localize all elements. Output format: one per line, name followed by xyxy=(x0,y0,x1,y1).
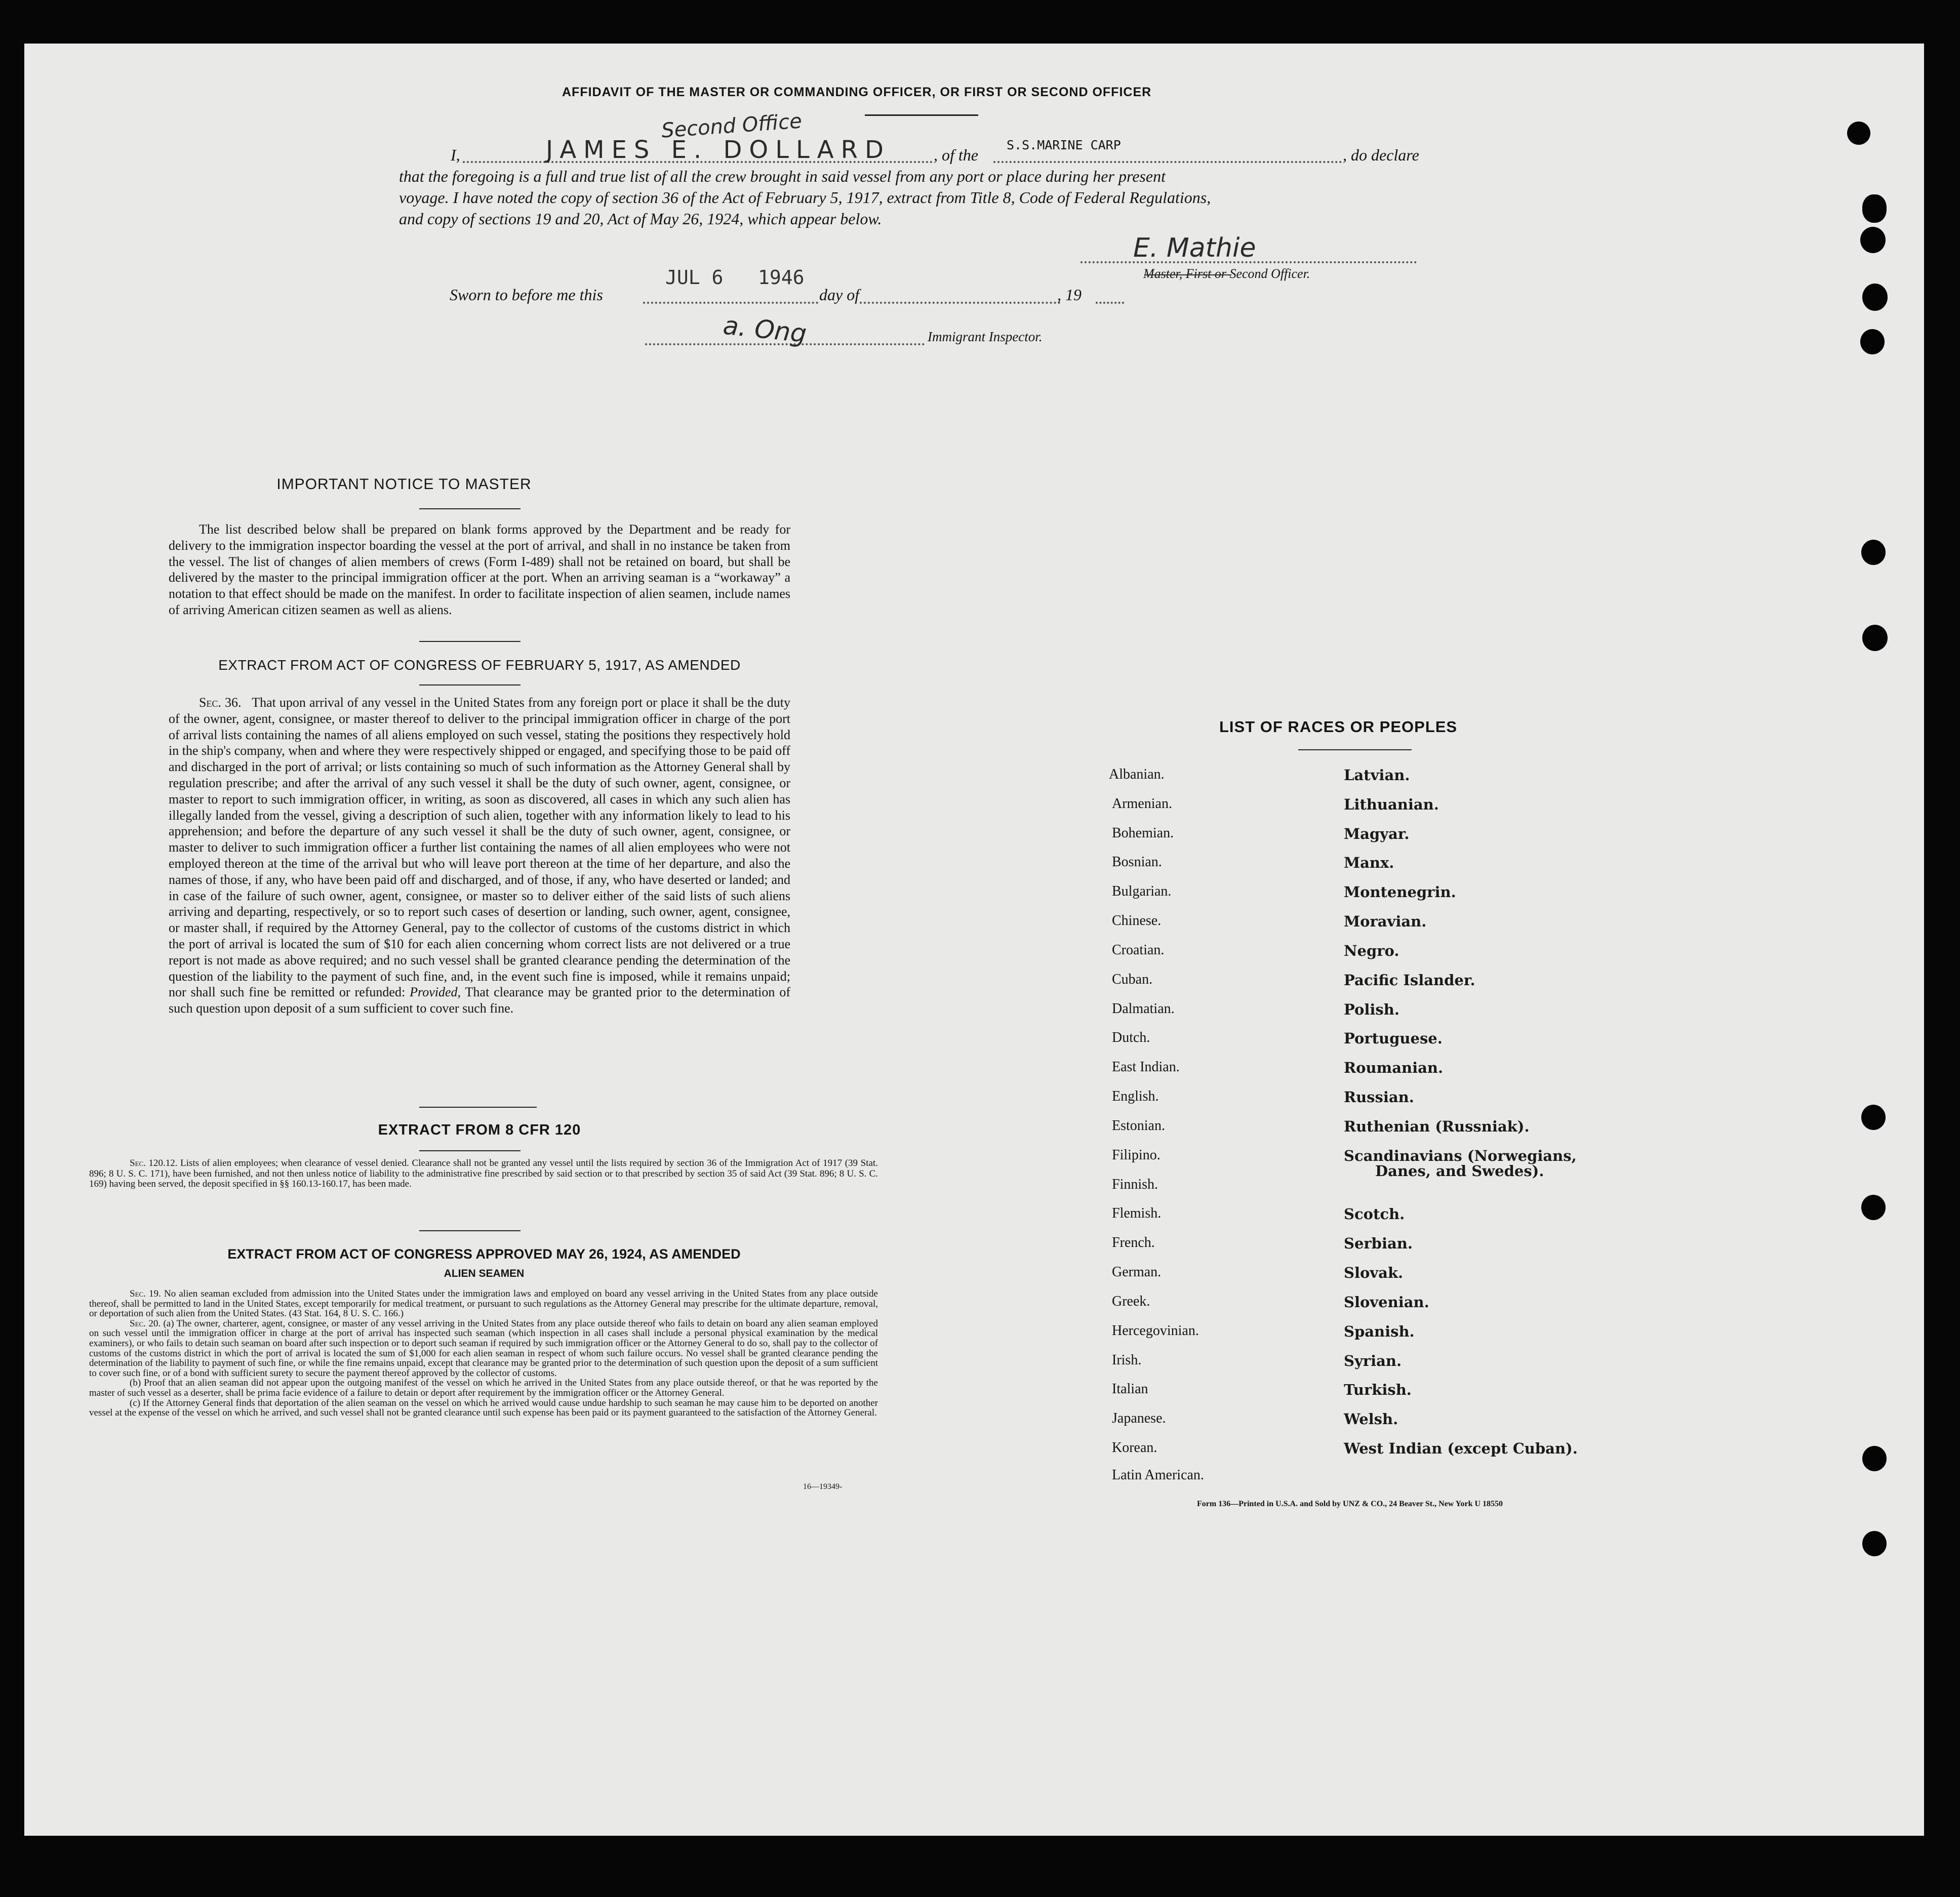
race-item-right: Scotch. xyxy=(1344,1205,1405,1223)
officer-signature-line xyxy=(1081,261,1417,263)
alien-seamen-subheading: ALIEN SEAMEN xyxy=(444,1268,525,1279)
inspector-signature: a. Ong xyxy=(722,310,808,349)
race-item-right: Slovenian. xyxy=(1344,1294,1429,1311)
print-code: 16—19349- xyxy=(803,1482,843,1491)
race-item-left: Bohemian. xyxy=(1112,825,1174,841)
races-rule xyxy=(1298,749,1412,750)
race-item-left: Japanese. xyxy=(1112,1410,1166,1426)
officer-caption: Master, First or Second Officer. xyxy=(1143,266,1310,281)
day-of-label: day of xyxy=(819,286,860,304)
extract1924-top-rule xyxy=(419,1230,521,1231)
race-item-right: Turkish. xyxy=(1344,1381,1412,1398)
of-the-label: , of the xyxy=(934,146,978,164)
binder-hole xyxy=(1862,625,1888,651)
notice-heading: IMPORTANT NOTICE TO MASTER xyxy=(276,476,532,493)
sec20b-paragraph: (b) Proof that an alien seaman did not appear upon the outgoing manifest of the vessel on which he arrived in the United States from any place outside thereof, or that he was reported by the master of such vessel as a deserter, shall be prima facie evidence of a failure to detain or deport after requirement by the immigration officer or the Attorney General. xyxy=(89,1378,878,1398)
race-item-left: Greek. xyxy=(1112,1294,1150,1309)
race-item-right: Serbian. xyxy=(1344,1235,1413,1252)
title-rule xyxy=(865,114,978,116)
extract1917-heading: EXTRACT FROM ACT OF CONGRESS OF FEBRUARY 5, 1917, AS AMENDED xyxy=(218,657,741,673)
cfr-heading: EXTRACT FROM 8 CFR 120 xyxy=(378,1122,581,1138)
binder-hole xyxy=(1861,540,1886,565)
race-item-right: Latvian. xyxy=(1344,766,1410,784)
year-blank xyxy=(1096,302,1124,304)
cfr-top-rule xyxy=(419,1107,537,1108)
race-item-right: Pacific Islander. xyxy=(1344,972,1475,989)
provided-word: Provided, xyxy=(410,985,461,1000)
binder-hole xyxy=(1847,122,1870,145)
binder-hole xyxy=(1861,1105,1886,1130)
cfr-body xyxy=(89,1158,878,1190)
extract1917-rule xyxy=(419,684,521,685)
notice-body: The list described below shall be prepared on blank forms approved by the Department and be ready for delivery to the immigration inspector boarding the vessel at the port of arrival, and shall in no instance be taken from the vessel. The list of changes of alien members of crews (Form I-489) shall not be retained on board, but shall be delivered by the master to the principal immigration officer at the port. When an arriving seaman is a “workaway” a notation to that effect should be made on the manifest. In order to facilitate inspection of alien seamen, include names of arriving American citizen seamen as well as aliens. xyxy=(169,522,790,617)
sec36-end: That clearance may be granted prior to the determination of such question upon deposit of a sum sufficient to cover such fine. xyxy=(169,985,790,1016)
race-item-right: Russian. xyxy=(1344,1088,1414,1106)
cfr-text: Lists of alien employees; when clearance of vessel denied. Clearance shall not be granted any vessel until the lists required by section 36 of the Immigration Act of 1917 (39 Stat. 896; 8 U. S. C. 171), have been furnished, and not then unless notice of liability to the administrative fine prescribed by said section or to that prescribed by section 35 of said Act (39 Stat. 896; 8 U. S. C. 169) having been served, the deposit specified in §§ 160.13-160.17, has been made. xyxy=(89,1158,878,1189)
binder-hole xyxy=(1862,284,1888,311)
sec19-text: No alien seaman excluded from admission into the United States under the immigration laws and employed on board any vessel arriving in the United States from any place outside thereof, shall be permitted to land in the United States, except temporarily for medical treatment, or pursuant to such regulations as the Attorney General may prescribe for the ultimate departure, removal, or deportation of such alien from the United States. (43 Stat. 164, 8 U. S. C. 166.) xyxy=(89,1288,878,1319)
race-item-right: Danes, and Swedes). xyxy=(1375,1162,1544,1180)
binder-hole xyxy=(1862,194,1887,223)
sec20a-text: (a) The owner, charterer, agent, consignee, or master of any vessel arriving in the United States from any place outside thereof who fails to detain on board any alien seaman employed on such vessel until the immigration officer in charge at the port of arrival has inspected such seaman (which inspection in all cases shall include a personal physical examination by the medical examiners), or who fails to detain such seaman on board after such inspection or to deport such seaman if required by such immigration officer or the Attorney General to do so, shall pay to the collector of customs of the customs district in which the port of arrival is located the sum of $1,000 for each alien seaman in respect of whom such failure occurs. No vessel shall be granted clearance pending the determination of the liability to payment of such fine, or while the fine remains unpaid, except that clearance may be granted prior to the determination of such question upon the deposit of a sum sufficient to cover such fine, or of a bond with sufficient surety to secure the payment thereof approved by the collector of customs. xyxy=(89,1318,878,1379)
date-stamp: JUL 6 1946 xyxy=(665,266,805,289)
extract1924-body xyxy=(89,1289,878,1418)
sworn-prefix: Sworn to before me this xyxy=(450,286,603,304)
race-item-right: Ruthenian (Russniak). xyxy=(1344,1118,1530,1135)
binder-hole xyxy=(1860,329,1885,354)
race-item-left: Armenian. xyxy=(1112,796,1172,812)
document-page xyxy=(24,44,1924,1836)
race-item-right: Montenegrin. xyxy=(1344,883,1456,901)
sworn-month-blank xyxy=(860,302,1060,304)
officer-annotation: Second Office xyxy=(660,109,803,143)
binder-hole xyxy=(1860,227,1886,253)
race-item-left: English. xyxy=(1112,1088,1159,1104)
race-item-left: Filipino. xyxy=(1112,1147,1161,1163)
race-item-right: Roumanian. xyxy=(1344,1059,1444,1076)
race-item-right: Moravian. xyxy=(1344,913,1427,930)
race-item-right: Portuguese. xyxy=(1344,1030,1443,1047)
race-item-left: Estonian. xyxy=(1112,1118,1165,1134)
vessel-name: S.S.MARINE CARP xyxy=(1007,138,1121,152)
race-item-left: French. xyxy=(1112,1235,1155,1250)
extract1917-body xyxy=(169,695,790,1017)
race-item-right: Manx. xyxy=(1344,854,1394,871)
sec36-label: Sec. 36. xyxy=(199,695,242,710)
inspector-caption: Immigrant Inspector. xyxy=(928,329,1043,344)
race-item-left: Italian xyxy=(1112,1381,1148,1397)
race-item-right: Spanish. xyxy=(1344,1323,1415,1340)
sec36-text: That upon arrival of any vessel in the United States from any foreign port or place it shall be the duty of the owner, agent, consignee, or master thereof to deliver to the principal immigration officer in charge of the port of arrival lists containing the names of all aliens employed on such vessel, stating the positions they respectively hold in the ship's company, when and where they were respectively shipped or engaged, and specifying those to be paid off and discharged in the port of arrival; or lists containing so much of such information as the Attorney General shall by regulation prescribe; and after the arrival of any such vessel it shall be the duty of such owner, agent, consignee, or master to report to such immigration officer, in writing, as soon as discovered, all cases in which any such alien has illegally landed from the vessel, giving a description of such alien, together with any information likely to lead to his apprehension; and before the departure of any such vessel it shall be the duty of such owner, agent, consignee, or master to deliver to such immigration officer a further list containing the names of all alien employees who were not employed thereon at the time of the arrival but who will leave port thereon at the time of her departure, and also the names of those, if any, who have been paid off and discharged, and of those, if any, who have deserted or landed; and in case of the failure of such owner, agent, consignee, or master so to deliver either of the said lists of such aliens arriving and departing, respectively, or so to report such cases of desertion or landing, such owner, agent, consignee, or master shall, if required by the Attorney General, pay to the collector of customs of the customs district in which the port of arrival is located the sum of $10 for each alien concerning whom correct lists are not delivered or a true report is not made as above required; and no such vessel shall be granted clearance pending the determination of the question of the liability to the payment of such fine, and, in the event such fine is imposed, while it remains unpaid; nor shall such fine be remitted or refunded: xyxy=(169,695,790,1000)
binder-hole xyxy=(1861,1195,1886,1220)
race-item-right: Lithuanian. xyxy=(1344,796,1439,813)
race-item-left: German. xyxy=(1112,1264,1162,1280)
race-item-left: Hercegovinian. xyxy=(1112,1323,1199,1339)
race-item-left: Chinese. xyxy=(1112,913,1162,929)
race-item-left: Bulgarian. xyxy=(1112,883,1172,899)
affidavit-line-1: that the foregoing is a full and true list of all the crew brought in said vessel from any port or place during her present xyxy=(399,167,1166,185)
extract1917-top-rule xyxy=(419,641,521,642)
do-declare-label: , do declare xyxy=(1343,146,1419,164)
binder-hole xyxy=(1862,1446,1887,1471)
binder-hole xyxy=(1862,1531,1887,1556)
race-item-left: Albanian. xyxy=(1109,766,1165,782)
form-footer: Form 136—Printed in U.S.A. and Sold by UNZ & CO., 24 Beaver St., New York U 18550 xyxy=(1197,1500,1503,1508)
sworn-day-blank xyxy=(643,302,818,304)
extract1924-heading: EXTRACT FROM ACT OF CONGRESS APPROVED MAY 26, 1924, AS AMENDED xyxy=(227,1246,741,1262)
strike-master xyxy=(1144,274,1231,275)
officer-signature: E. Mathie xyxy=(1133,233,1256,263)
race-item-left: Korean. xyxy=(1112,1440,1157,1456)
race-item-right: Polish. xyxy=(1344,1001,1399,1018)
sec19-label: Sec. 19. xyxy=(130,1288,161,1299)
cfr-rule xyxy=(419,1150,521,1151)
name-handwritten: JAMES E. DOLLARD xyxy=(546,136,891,164)
race-item-right: Syrian. xyxy=(1344,1352,1402,1369)
race-item-right: West Indian (except Cuban). xyxy=(1344,1440,1578,1457)
cfr-sec-label: Sec. 120.12. xyxy=(130,1158,178,1168)
race-item-left: Irish. xyxy=(1112,1352,1142,1368)
race-item-left: Cuban. xyxy=(1112,972,1153,987)
race-item-left: Dutch. xyxy=(1112,1030,1150,1045)
race-item-left: Bosnian. xyxy=(1112,854,1162,870)
year-prefix: , 19 xyxy=(1057,286,1082,304)
affidavit-line-3: and copy of sections 19 and 20, Act of May 26, 1924, which appear below. xyxy=(399,210,882,228)
race-item-left: Dalmatian. xyxy=(1112,1001,1175,1017)
race-item-right: Negro. xyxy=(1344,942,1399,959)
sec20a-paragraph xyxy=(89,1319,878,1379)
race-item-left: Flemish. xyxy=(1112,1205,1162,1221)
race-item-right: Welsh. xyxy=(1344,1410,1398,1428)
race-item-right: Scandinavians (Norwegians, xyxy=(1344,1147,1577,1164)
affidavit-title: AFFIDAVIT OF THE MASTER OR COMMANDING OFFICER, OR FIRST OR SECOND OFFICER xyxy=(562,85,1152,99)
race-item-left: Croatian. xyxy=(1112,942,1165,958)
vessel-blank xyxy=(993,161,1342,163)
race-item-left: Finnish. xyxy=(1112,1177,1158,1192)
race-item-right: Magyar. xyxy=(1344,825,1410,842)
sec19-paragraph xyxy=(89,1289,878,1319)
race-item-left: East Indian. xyxy=(1112,1059,1180,1075)
notice-rule xyxy=(419,508,521,509)
sec20-label: Sec. 20. xyxy=(130,1318,161,1329)
race-item-left: Latin American. xyxy=(1112,1467,1204,1483)
sec20c-paragraph: (c) If the Attorney General finds that deportation of the alien seaman on the vessel on which he arrived would cause undue hardship to such seaman he may cause him to be deported on another vessel at the expense of the vessel on which he arrived, and such vessel shall not be granted clearance until such expense has been paid or its payment guaranteed to the satisfaction of the Attorney General. xyxy=(89,1397,878,1419)
races-heading: LIST OF RACES OR PEOPLES xyxy=(1219,718,1458,736)
intro-i: I, xyxy=(451,146,460,164)
race-item-right: Slovak. xyxy=(1344,1264,1404,1281)
affidavit-line-2: voyage. I have noted the copy of section 36 of the Act of February 5, 1917, extract from Title 8, Code of Federal Regulations, xyxy=(399,188,1211,207)
